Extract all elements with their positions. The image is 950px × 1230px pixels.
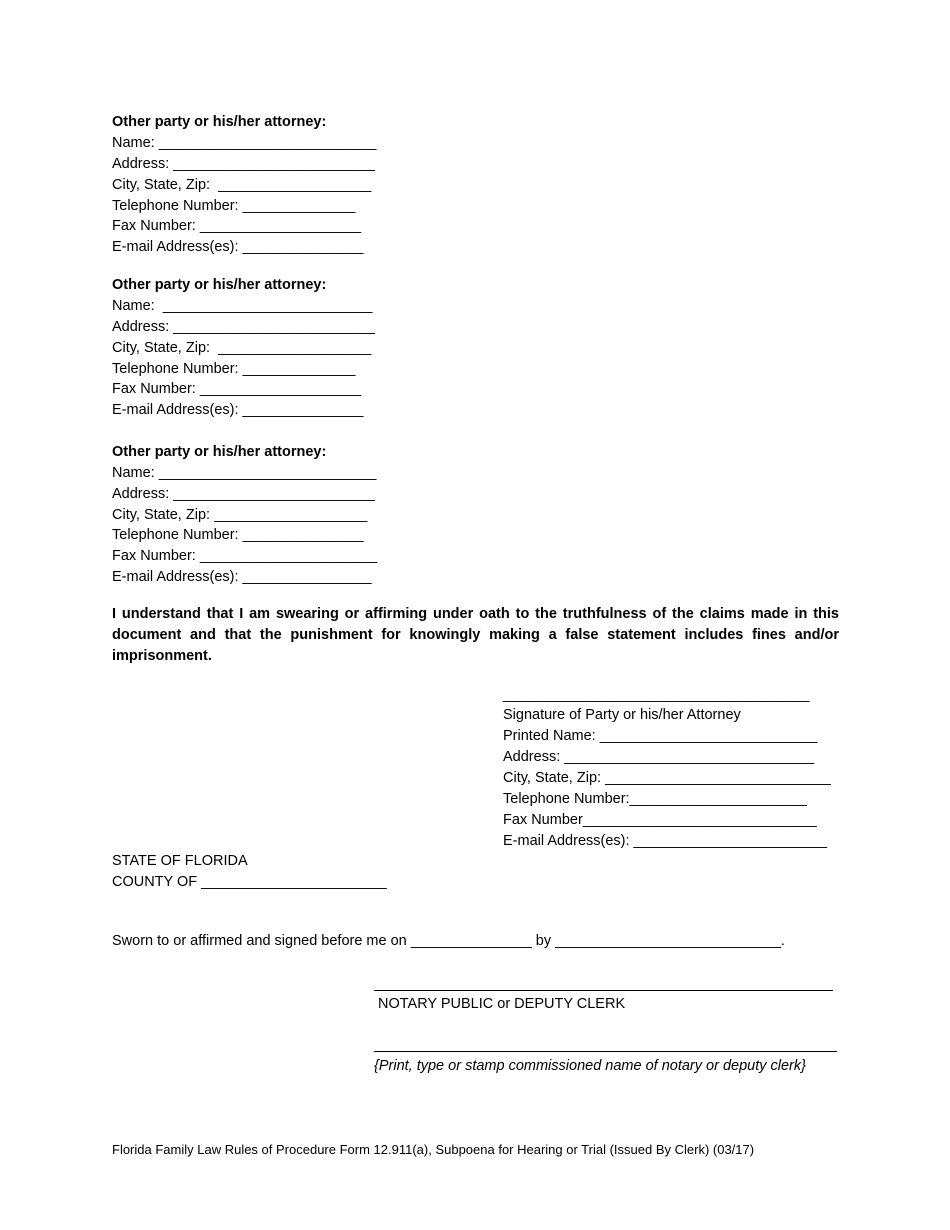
party-block-3-telephone-field[interactable]: Telephone Number: _______________ (112, 527, 364, 543)
party-block-3-name-field[interactable]: Name: ___________________________ (112, 465, 377, 481)
party-block-3-city-field[interactable]: City, State, Zip: ___________________ (112, 507, 368, 523)
party-block-3-heading: Other party or his/her attorney: (112, 444, 327, 460)
notary-label: NOTARY PUBLIC or DEPUTY CLERK (378, 996, 626, 1012)
party-block-1-city-field[interactable]: City, State, Zip: ___________________ (112, 177, 372, 193)
signature-fax-field[interactable]: Fax Number_____________________________ (503, 812, 817, 828)
party-block-2-address-field[interactable]: Address: _________________________ (112, 319, 375, 335)
signature-address-field[interactable]: Address: _______________________________ (503, 749, 815, 765)
party-block-1-fax-field[interactable]: Fax Number: ____________________ (112, 218, 362, 234)
party-block-2-telephone-field[interactable]: Telephone Number: ______________ (112, 361, 356, 377)
state-label: STATE OF FLORIDA (112, 853, 248, 869)
form-footer: Florida Family Law Rules of Procedure Form 12.911(a), Subpoena for Hearing or Trial (Issued By Clerk) (03/17) (112, 1142, 755, 1157)
party-block-1-address-field[interactable]: Address: _________________________ (112, 156, 375, 172)
notary-signature-rule[interactable] (374, 990, 833, 991)
signature-line[interactable]: ______________________________________ (503, 687, 810, 703)
signature-email-field[interactable]: E-mail Address(es): ________________________ (503, 833, 828, 849)
oath-statement: I understand that I am swearing or affirming under oath to the truthfulness of the claims made in this document and that the punishment for knowingly making a false statement includes fines and/or imprisonment. (112, 606, 839, 664)
signature-city-field[interactable]: City, State, Zip: ____________________________ (503, 770, 831, 786)
signature-printed-name-field[interactable]: Printed Name: ___________________________ (503, 728, 818, 744)
party-block-1-email-field[interactable]: E-mail Address(es): _______________ (112, 239, 364, 255)
party-block-3-address-field[interactable]: Address: _________________________ (112, 486, 375, 502)
party-block-1-name-field[interactable]: Name: ___________________________ (112, 135, 377, 151)
sworn-statement[interactable]: Sworn to or affirmed and signed before me on _______________ by ____________________________. (112, 933, 785, 949)
party-block-2-email-field[interactable]: E-mail Address(es): _______________ (112, 402, 364, 418)
notary-name-rule[interactable] (374, 1051, 837, 1052)
party-block-2-fax-field[interactable]: Fax Number: ____________________ (112, 381, 362, 397)
party-block-1-heading: Other party or his/her attorney: (112, 114, 327, 130)
party-block-3-email-field[interactable]: E-mail Address(es): ________________ (112, 569, 372, 585)
party-block-3-fax-field[interactable]: Fax Number: ______________________ (112, 548, 378, 564)
party-block-2-heading: Other party or his/her attorney: (112, 277, 327, 293)
party-block-1-telephone-field[interactable]: Telephone Number: ______________ (112, 198, 356, 214)
signature-telephone-field[interactable]: Telephone Number:______________________ (503, 791, 807, 807)
party-block-2-name-field[interactable]: Name: __________________________ (112, 298, 373, 314)
signature-label: Signature of Party or his/her Attorney (503, 707, 741, 723)
county-field[interactable]: COUNTY OF _______________________ (112, 874, 387, 890)
party-block-2-city-field[interactable]: City, State, Zip: ___________________ (112, 340, 372, 356)
notary-print-instruction: {Print, type or stamp commissioned name of notary or deputy clerk} (374, 1058, 806, 1074)
